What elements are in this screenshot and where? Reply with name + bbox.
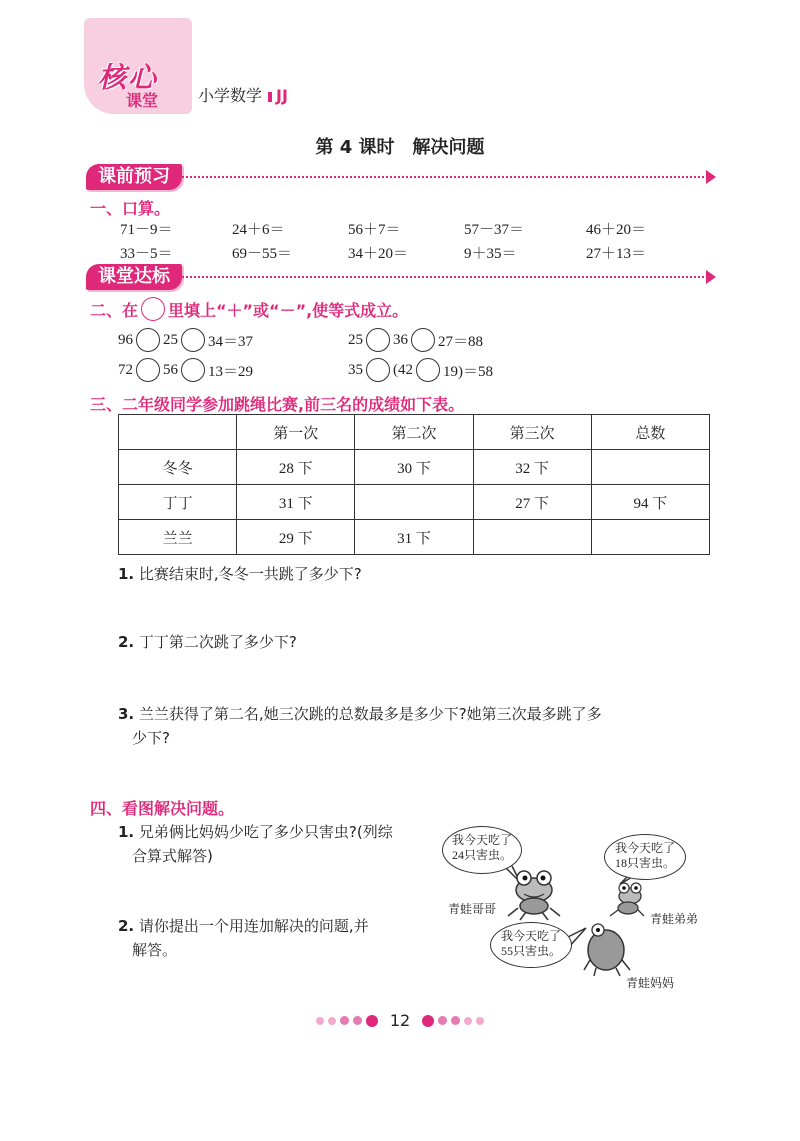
operator-blank[interactable] bbox=[366, 358, 390, 382]
bubble-text: 18只害虫。 bbox=[614, 856, 675, 870]
table-cell: 32 下 bbox=[473, 450, 591, 485]
question-2-title bbox=[90, 297, 408, 321]
lesson-title: 第 4 课时 解决问题 bbox=[315, 137, 485, 158]
calc-2-2: 69－55＝ bbox=[232, 246, 293, 262]
decorative-dot bbox=[422, 1015, 434, 1027]
decorative-dot bbox=[328, 1017, 336, 1025]
decorative-dot bbox=[476, 1017, 484, 1025]
table-header: 总数 bbox=[591, 415, 709, 450]
decorative-dot bbox=[353, 1016, 362, 1025]
decorative-dot bbox=[316, 1017, 324, 1025]
operator-blank[interactable] bbox=[136, 328, 160, 352]
table-row bbox=[119, 450, 710, 485]
operator-blank[interactable] bbox=[411, 328, 435, 352]
decorative-dot bbox=[438, 1016, 447, 1025]
table-header-row bbox=[119, 415, 710, 450]
table-cell: 29 下 bbox=[237, 520, 355, 555]
dotted-line bbox=[182, 176, 712, 178]
operand: 19)＝58 bbox=[443, 363, 493, 380]
operator-blank[interactable] bbox=[136, 358, 160, 382]
page-footer bbox=[0, 1011, 800, 1030]
operand: 25 bbox=[348, 331, 363, 348]
sub-question-number: 1. bbox=[118, 565, 135, 583]
table-cell: 94 下 bbox=[591, 485, 709, 520]
operand: 96 bbox=[118, 331, 133, 348]
table-header: 第二次 bbox=[355, 415, 473, 450]
sub-question-2 bbox=[118, 630, 297, 654]
bubble-text: 24只害虫。 bbox=[451, 848, 512, 862]
table-cell: 28 下 bbox=[237, 450, 355, 485]
section-title: 课前预习 bbox=[86, 164, 182, 190]
sub-question-text: 丁丁第二次跳了多少下? bbox=[138, 633, 297, 651]
speech-bubble bbox=[442, 826, 522, 874]
calc-1-4: 57－37＝ bbox=[464, 222, 525, 238]
calc-2-4: 9＋35＝ bbox=[464, 246, 517, 262]
sub-question-number: 2. bbox=[118, 917, 135, 935]
sub-question-text: 合算式解答) bbox=[132, 847, 213, 865]
sub-question-text: 兰兰获得了第二名,她三次跳的总数最多是多少下?她第三次最多跳了多 bbox=[138, 705, 602, 723]
sub-question-number: 1. bbox=[118, 823, 135, 841]
decorative-dot bbox=[451, 1016, 460, 1025]
score-table bbox=[118, 414, 710, 555]
sub-question-text: 请你提出一个用连加解决的问题,并 bbox=[138, 917, 369, 935]
table-cell: 30 下 bbox=[355, 450, 473, 485]
sub-question-number: 2. bbox=[118, 633, 135, 651]
decorative-dot bbox=[366, 1015, 378, 1027]
equation-row bbox=[348, 358, 493, 382]
table-cell[interactable] bbox=[473, 520, 591, 555]
frog-illustration bbox=[436, 820, 716, 1000]
table-header: 第一次 bbox=[237, 415, 355, 450]
calc-1-1: 71－9＝ bbox=[120, 222, 173, 238]
bubble-text: 我今天吃了 bbox=[451, 833, 512, 847]
speech-bubble bbox=[604, 834, 686, 880]
q4-sub-question-1 bbox=[118, 820, 438, 868]
circle-icon bbox=[141, 297, 165, 321]
operand: 35 bbox=[348, 361, 363, 378]
frog-mother-icon bbox=[584, 924, 630, 976]
title-suffix: 里填上“＋”或“－”,使等式成立。 bbox=[168, 300, 409, 320]
q4-sub-question-2 bbox=[118, 914, 438, 962]
sub-question-1 bbox=[118, 562, 362, 586]
calc-1-2: 24＋6＝ bbox=[232, 222, 285, 238]
operand: 25 bbox=[163, 331, 178, 348]
dotted-line bbox=[182, 276, 712, 278]
operator-blank[interactable] bbox=[181, 328, 205, 352]
calc-1-3: 56＋7＝ bbox=[348, 222, 401, 238]
operator-blank[interactable] bbox=[366, 328, 390, 352]
decorative-dot bbox=[464, 1017, 472, 1025]
table-row bbox=[119, 485, 710, 520]
logo-subtext: 课堂 bbox=[126, 91, 159, 110]
frog-label: 青蛙哥哥 bbox=[448, 902, 497, 916]
equation-row bbox=[118, 328, 253, 352]
arrow-icon bbox=[706, 270, 716, 284]
operator-blank[interactable] bbox=[416, 358, 440, 382]
sub-question-text: 兄弟俩比妈妈少吃了多少只害虫?(列综 bbox=[138, 823, 393, 841]
separator-bar bbox=[268, 92, 272, 102]
question-4-title: 四、看图解决问题。 bbox=[90, 799, 235, 818]
bubble-text: 我今天吃了 bbox=[500, 929, 561, 943]
calc-2-1: 33－5＝ bbox=[120, 246, 173, 262]
table-cell[interactable] bbox=[355, 485, 473, 520]
table-cell: 冬冬 bbox=[119, 450, 237, 485]
operand: 36 bbox=[393, 331, 408, 348]
table-cell: 27 下 bbox=[473, 485, 591, 520]
edition-label: JJ bbox=[276, 86, 288, 105]
sub-question-text: 少下? bbox=[132, 729, 170, 747]
logo-text: 核心 bbox=[98, 61, 159, 94]
question-1-title: 一、口算。 bbox=[90, 199, 171, 218]
subject-label bbox=[198, 83, 288, 106]
operand: (42 bbox=[393, 361, 413, 378]
operator-blank[interactable] bbox=[181, 358, 205, 382]
speech-bubble bbox=[490, 922, 572, 968]
table-row bbox=[119, 520, 710, 555]
subject-name: 小学数学 bbox=[198, 86, 263, 105]
calc-1-5: 46＋20＝ bbox=[586, 222, 647, 238]
table-header bbox=[119, 415, 237, 450]
operand: 34＝37 bbox=[208, 333, 254, 350]
equation-row bbox=[118, 358, 253, 382]
operand: 27＝88 bbox=[438, 333, 484, 350]
sub-question-3 bbox=[118, 702, 718, 750]
frog-little-brother-icon bbox=[610, 883, 644, 916]
section-banner-preview bbox=[86, 164, 712, 194]
frog-label: 青蛙妈妈 bbox=[626, 976, 675, 990]
title-prefix: 二、在 bbox=[90, 300, 139, 320]
sub-question-text: 解答。 bbox=[132, 941, 178, 959]
table-cell: 31 下 bbox=[237, 485, 355, 520]
section-title: 课堂达标 bbox=[86, 264, 182, 290]
question-3-title: 三、二年级同学参加跳绳比赛,前三名的成绩如下表。 bbox=[90, 395, 465, 414]
calc-2-3: 34＋20＝ bbox=[348, 246, 409, 262]
section-banner-classroom bbox=[86, 264, 712, 294]
sub-question-number: 3. bbox=[118, 705, 135, 723]
table-cell: 丁丁 bbox=[119, 485, 237, 520]
table-cell[interactable] bbox=[591, 520, 709, 555]
bubble-text: 我今天吃了 bbox=[614, 841, 675, 855]
operand: 56 bbox=[163, 361, 178, 378]
table-header: 第三次 bbox=[473, 415, 591, 450]
equation-row bbox=[348, 328, 483, 352]
arrow-icon bbox=[706, 170, 716, 184]
table-cell: 31 下 bbox=[355, 520, 473, 555]
page-number: 12 bbox=[389, 1011, 411, 1030]
sub-question-text: 比赛结束时,冬冬一共跳了多少下? bbox=[138, 565, 362, 583]
operand: 72 bbox=[118, 361, 133, 378]
bubble-text: 55只害虫。 bbox=[500, 944, 561, 958]
table-cell[interactable] bbox=[591, 450, 709, 485]
operand: 13＝29 bbox=[208, 363, 254, 380]
decorative-dot bbox=[340, 1016, 349, 1025]
calc-2-5: 27＋13＝ bbox=[586, 246, 647, 262]
frog-label: 青蛙弟弟 bbox=[650, 912, 699, 926]
table-cell: 兰兰 bbox=[119, 520, 237, 555]
